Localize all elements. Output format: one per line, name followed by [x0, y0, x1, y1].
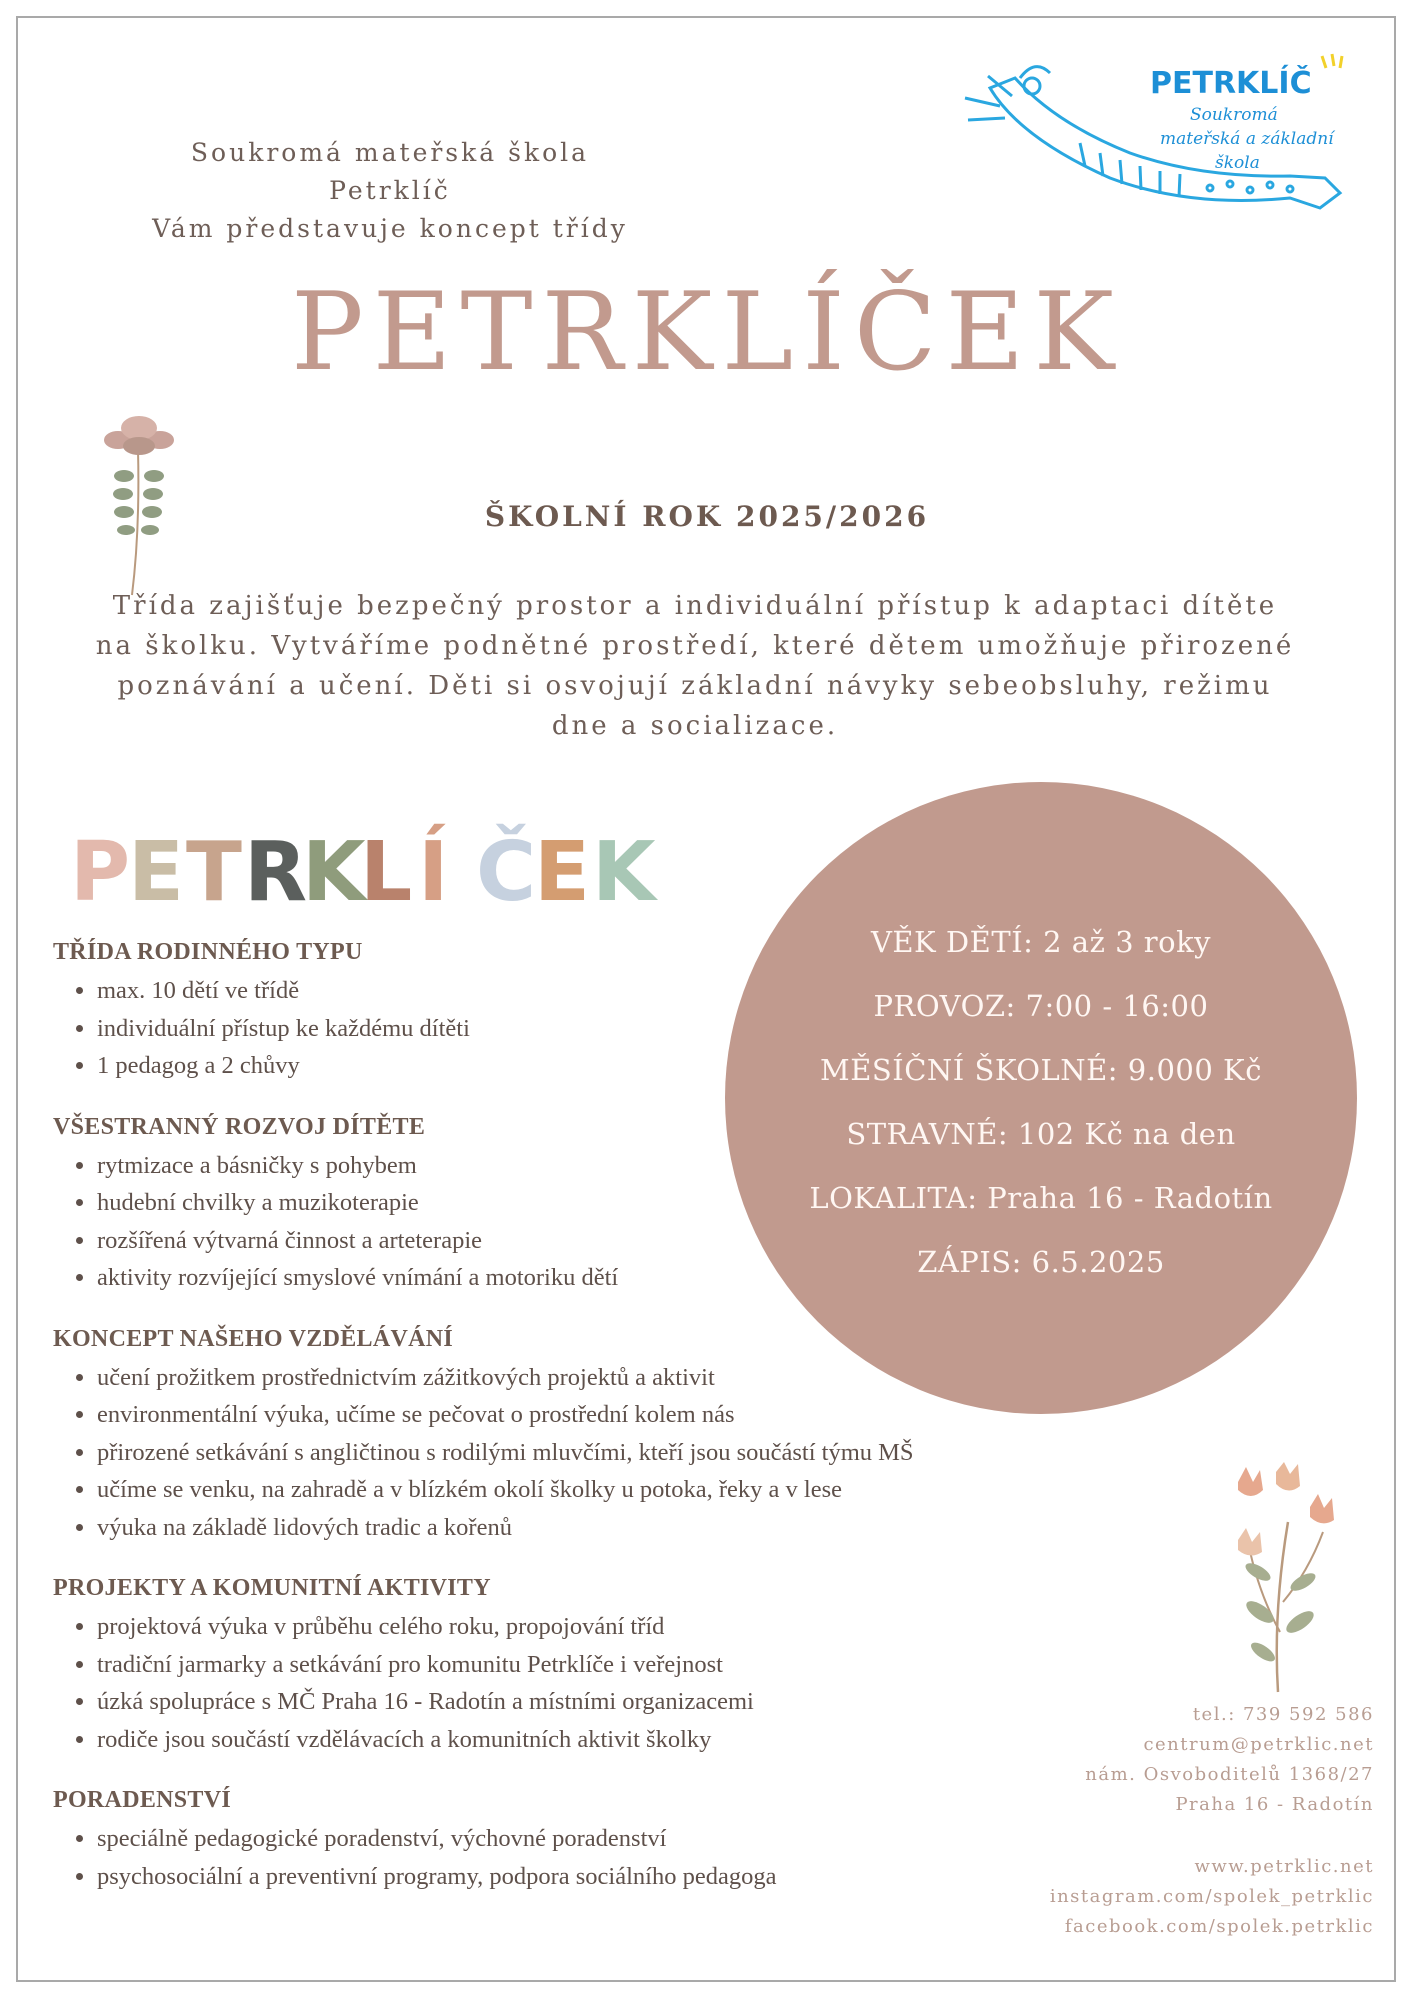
logo-name: PETRKLÍČ — [1150, 66, 1312, 101]
decorative-letter: Č — [476, 825, 537, 920]
section-heading: TŘÍDA RODINNÉHO TYPU — [53, 939, 363, 965]
decorative-letter: E — [128, 825, 185, 920]
logo-subtitle-1: Soukromá — [1190, 105, 1278, 125]
section-heading: PORADENSTVÍ — [53, 1787, 231, 1813]
website-link[interactable]: www.petrklic.net — [1194, 1856, 1374, 1877]
intro-line-1: Soukromá mateřská škola Petrklíč — [190, 138, 590, 205]
info-age: VĚK DĚTÍ: 2 až 3 roky — [870, 925, 1212, 959]
flower-branch-icon — [1218, 1462, 1348, 1702]
decorative-letter: K — [592, 825, 656, 920]
contact-address: nám. Osvoboditelů 1368/27 — [1085, 1764, 1374, 1785]
instagram-link[interactable]: instagram.com/spolek_petrklic — [1049, 1886, 1374, 1907]
list-item: • rytmizace a básničky s pohybem — [97, 1147, 1113, 1185]
sparkle-icon — [1322, 54, 1342, 68]
intro-text — [130, 134, 650, 248]
info-hours: PROVOZ: 7:00 - 16:00 — [873, 989, 1209, 1023]
web-links — [954, 1852, 1374, 1942]
decorative-letter: Í — [418, 825, 449, 920]
decorative-title — [60, 770, 690, 920]
page-title: PETRKLÍČEK — [290, 270, 1124, 395]
list-item: • hudební chvilky a muzikoterapie — [97, 1184, 1113, 1222]
list-item: • individuální přístup ke každému dítěti — [97, 1010, 1113, 1048]
decorative-letter: E — [534, 825, 591, 920]
logo-subtitle-3: škola — [1215, 153, 1260, 173]
list-item: • rozšířená výtvarná činnost a arteterapie — [97, 1222, 1113, 1260]
list-item: • aktivity rozvíjející smyslové vnímání a motoriku dětí — [97, 1259, 1113, 1297]
list-item: • speciálně pedagogické poradenství, výchovné poradenství — [97, 1820, 1113, 1858]
decorative-letter: P — [70, 825, 131, 920]
list-item: • přirozené setkávání s angličtinou s rodilými mluvčími, kteří jsou součástí týmu MŠ — [97, 1434, 1113, 1472]
list-item: • rodiče jsou součástí vzdělávacích a komunitních aktivit školky — [97, 1721, 1113, 1759]
section-heading: PROJEKTY A KOMUNITNÍ AKTIVITY — [53, 1575, 491, 1601]
list-item: • výuka na základě lidových tradic a kořenů — [97, 1509, 1113, 1547]
list-item: • učíme se venku, na zahradě a v blízkém okolí školky u potoka, řeky a v lese — [97, 1471, 1113, 1509]
list-item: • 1 pedagog a 2 chůvy — [97, 1047, 1113, 1085]
class-description: Třída zajišťuje bezpečný prostor a individuální přístup k adaptaci dítěte na školku. Vytváříme podnětné prostředí, které dětem umožňuje přirozené poznávání a učení. Děti si osvojují základní návyky sebeobsluhy, režimu dne a socializace. — [95, 591, 1295, 741]
petrklic-logo — [960, 48, 1380, 228]
contact-info — [954, 1700, 1374, 1820]
section-heading: VŠESTRANNÝ ROZVOJ DÍTĚTE — [53, 1113, 426, 1140]
decorative-letter: R — [244, 825, 308, 920]
contact-email[interactable]: centrum@petrklic.net — [1143, 1734, 1374, 1755]
contact-city: Praha 16 - Radotín — [1175, 1794, 1374, 1815]
list-item: • environmentální výuka, učíme se pečovat o prostřední kolem nás — [97, 1396, 1113, 1434]
decorative-letter: L — [360, 825, 413, 920]
intro-line-2: Vám představuje koncept třídy — [152, 214, 628, 243]
list-item: • psychosociální a preventivní programy, podpora sociálního pedagoga — [97, 1858, 1113, 1896]
info-location: LOKALITA: Praha 16 - Radotín — [809, 1181, 1273, 1215]
list-item: • tradiční jarmarky a setkávání pro komunitu Petrklíče i veřejnost — [97, 1646, 1113, 1684]
logo-subtitle-2: mateřská a základní — [1160, 129, 1334, 149]
decorative-letter: T — [186, 825, 242, 920]
school-year: ŠKOLNÍ ROK 2025/2026 — [484, 500, 930, 533]
section-development — [53, 1111, 1113, 1297]
info-meals: STRAVNÉ: 102 Kč na den — [846, 1117, 1236, 1151]
list-item: • projektová výuka v průběhu celého roku, propojování tříd — [97, 1608, 1113, 1646]
list-item: • max. 10 dětí ve třídě — [97, 972, 1113, 1010]
facebook-link[interactable]: facebook.com/spolek.petrklic — [1064, 1916, 1374, 1937]
info-enrollment: ZÁPIS: 6.5.2025 — [917, 1245, 1165, 1279]
section-heading: KONCEPT NAŠEHO VZDĚLÁVÁNÍ — [53, 1325, 454, 1352]
contact-phone[interactable]: tel.: 739 592 586 — [1192, 1704, 1374, 1725]
section-family-class — [53, 936, 1113, 1085]
list-item: • učení prožitkem prostřednictvím zážitkových projektů a aktivit — [97, 1359, 1113, 1397]
decorative-letter: K — [302, 825, 366, 920]
list-item: • úzká spolupráce s MČ Praha 16 - Radotín a místními organizacemi — [97, 1683, 1113, 1721]
info-fee: MĚSÍČNÍ ŠKOLNÉ: 9.000 Kč — [820, 1053, 1262, 1087]
section-education-concept — [53, 1323, 1113, 1547]
